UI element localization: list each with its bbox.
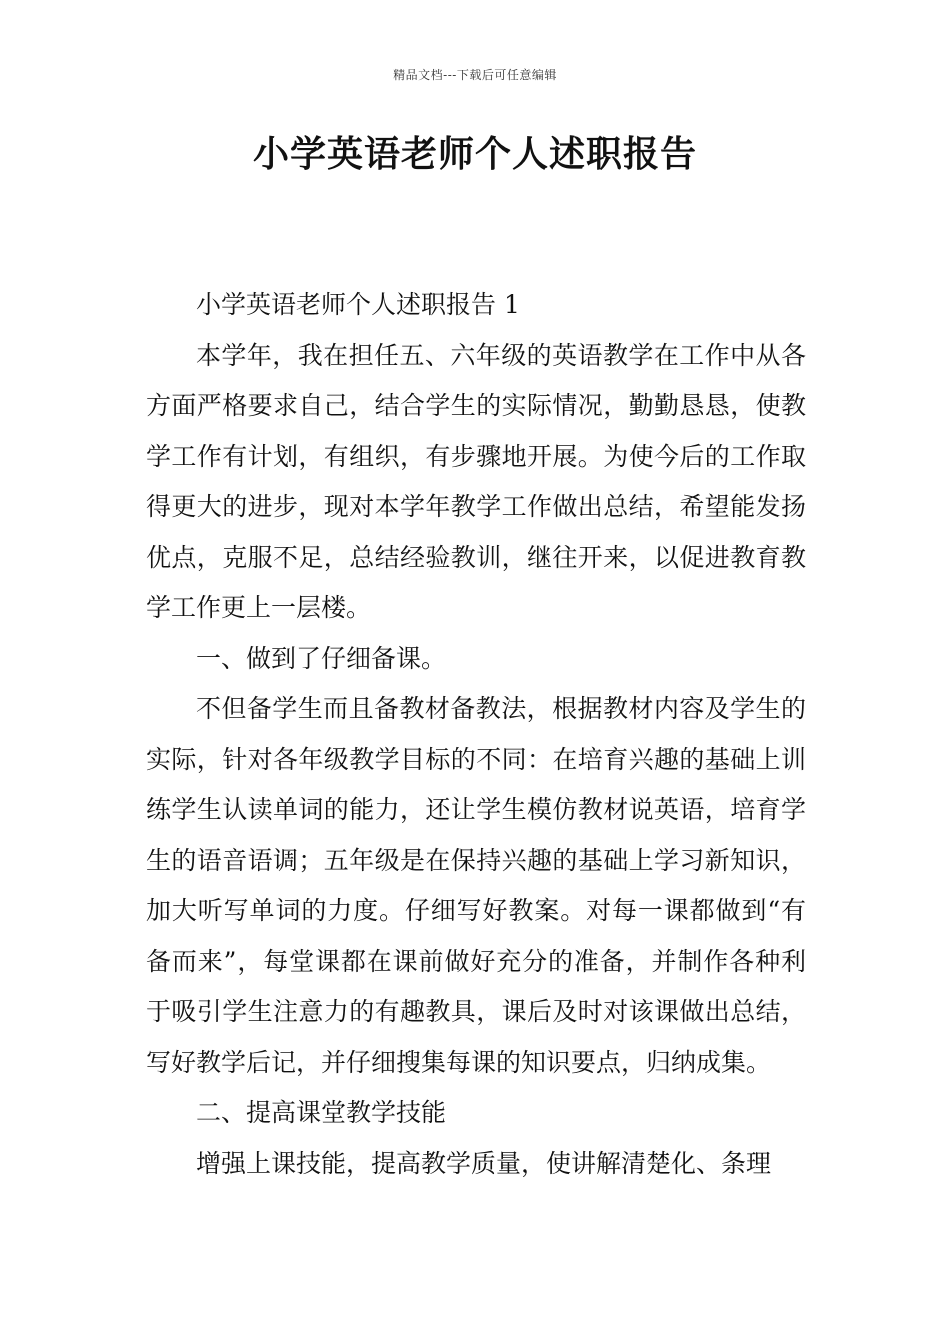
document-body [146,280,806,1189]
body-paragraph: 本学年，我在担任五、六年级的英语教学在工作中从各方面严格要求自己，结合学生的实际情况，勤勤恳恳，使教学工作有计划，有组织，有步骤地开展。为使今后的工作取得更大的进步，现对本学年教学工作做出总结，希望能发扬优点，克服不足，总结经验教训，继往开来，以促进教育教学工作更上一层楼。 [146,340,806,622]
section-heading: 二、提高课堂教学技能 [196,1098,447,1127]
section-heading: 小学英语老师个人述职报告 1 [196,290,520,319]
header-watermark: 精品文档---下载后可任意编辑 [393,68,557,82]
section-heading: 一、做到了仔细备课。 [196,643,447,673]
body-paragraph: 增强上课技能，提高教学质量，使讲解清楚化、条理 [196,1148,772,1178]
document-title: 小学英语老师个人述职报告 [252,133,697,175]
body-paragraph: 不但备学生而且备教材备教法，根据教材内容及学生的实际，针对各年级教学目标的不同：在培育兴趣的基础上训练学生认读单词的能力，还让学生模仿教材说英语，培育学生的语音语调；五年级是在保持兴趣的基础上学习新知识，加大听写单词的力度。仔细写好教案。对每一课都做到“有备而来”，每堂课都在课前做好充分的准备，并制作各种利于吸引学生注意力的有趣教具，课后及时对该课做出总结，写好教学后记，并仔细搜集每课的知识要点，归纳成集。 [146,694,806,1077]
